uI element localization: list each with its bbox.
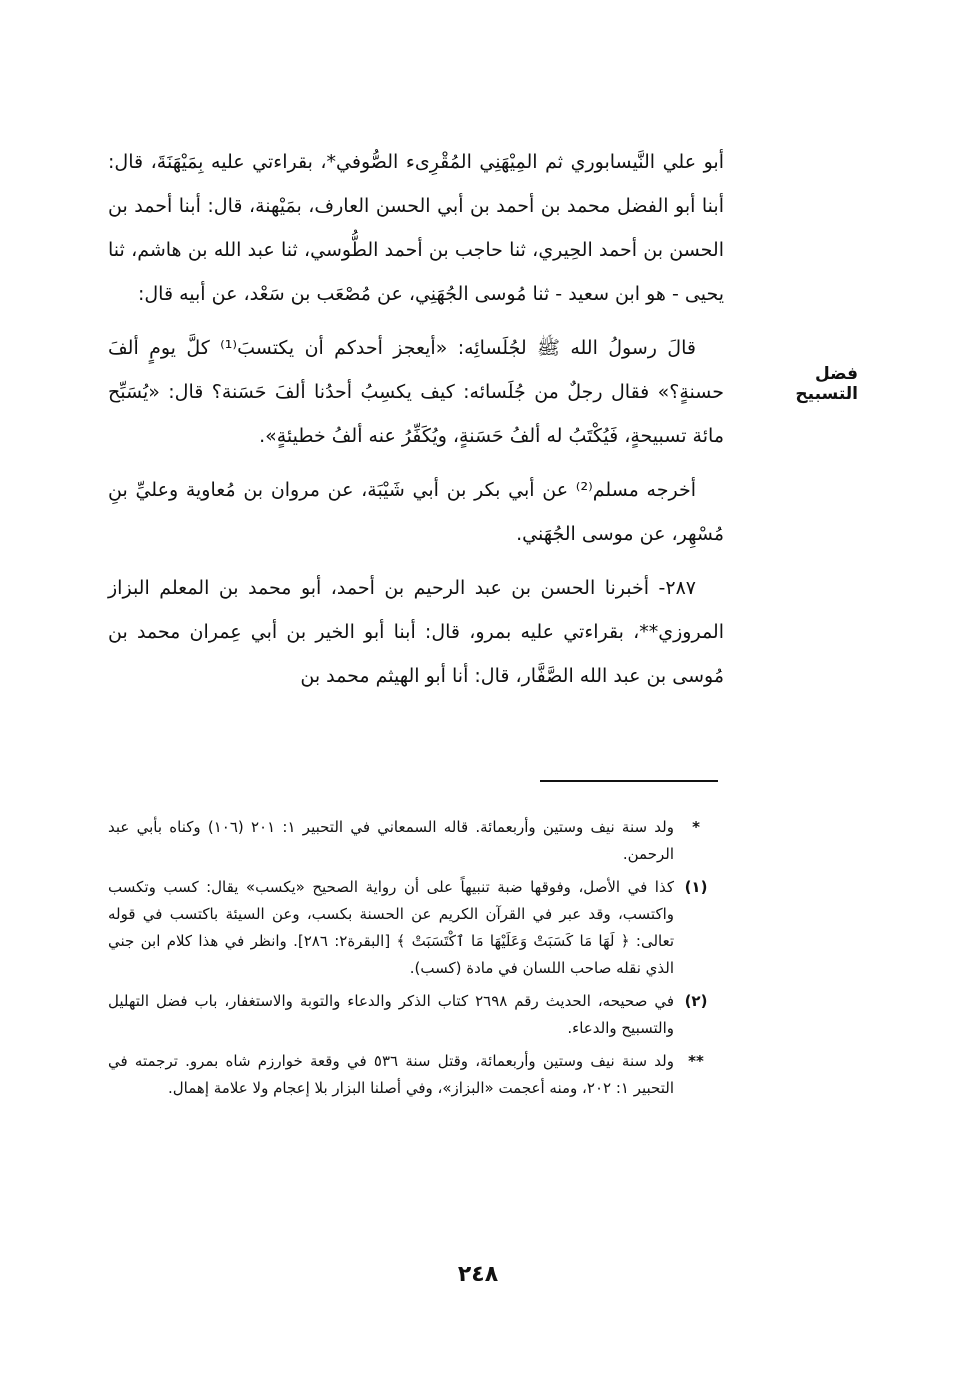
paragraph-hadith: قالَ رسولُ الله ﷺ لجُلَسائِه: «أيعجز أحدكم أن يكتسبَ⁽¹⁾ كلَّ يومٍ ألفَ حسنةٍ؟» فقال رجلٌ من جُلَسائه: كيف يكسِبُ أحدُنا ألفَ حَسَنة؟ قال: «يُسَبِّح مائة تسبيحةٍ، فَيُكْتَبُ له ألفُ حَسَنةٍ، ويُكَفِّرُ عنه ألفُ خطيئةٍ». <box>108 337 724 447</box>
footnote-text: ولد سنة نيف وستين وأربعمائة. قاله السمعاني في التحبير ١: ٢٠١ (١٠٦) وكناه بأبي عبد الرحمن. <box>108 818 674 863</box>
paragraph-takhrij: أخرجه مسلم⁽²⁾ عن أبي بكر بن أبي شَيْبَة، عن مروان بن مُعاوية وعليِّ بنِ مُسْهِر، عن موسى الجُهَني. <box>108 479 724 545</box>
footnote-divider <box>540 780 718 782</box>
footnote-mark: (١) <box>684 878 708 896</box>
footnote-mark: * <box>692 818 700 836</box>
footnote-item <box>108 874 718 982</box>
footnote-item <box>108 988 718 1042</box>
paragraph-chain-of-narration: أبو علي النَّيسابوري ثم المِيْهَنِي المُقْرِىء الصُّوفي*، بقراءتي عليه بِمَيْهَنَةَ، قال: أبنا أبو الفضل محمد بن أحمد بن أبي الحسن العارف، بمَيْهنة، قال: أبنا أحمد بن الحسن بن أحمد الحِيري، ثنا حاجب بن أحمد الطُّوسي، ثنا عبد الله بن هاشم، ثنا يحيى - هو ابن سعيد - ثنا مُوسى الجُهَنِي، عن مُصْعَب بن سَعْد، عن أبيه قال: <box>108 151 724 305</box>
page-number: ٢٤٨ <box>457 1262 499 1287</box>
main-text <box>108 140 724 708</box>
footnote-mark: ** <box>688 1052 704 1070</box>
footnotes <box>108 814 718 1108</box>
margin-note: فضل التسبيح <box>795 364 858 404</box>
footnote-item <box>108 1048 718 1102</box>
footnote-mark: (٢) <box>684 992 708 1010</box>
footnote-text: كذا في الأصل، وفوقها ضبة تنبيهاً على أن رواية الصحيح «يكسب» يقال: كسب وتكسب واكتسب، وقد عبر في القرآن الكريم عن الحسنة بكسب، وعن السيئة باكتسب في قوله تعالى: ﴿ لَهَا مَا كَسَبَتْ وَعَلَيْهَا مَا ٱكْتَسَبَتْ ﴾ [البقرة٢: ٢٨٦]. وانظر في هذا كلام ابن جني الذي نقله صاحب اللسان في مادة (كسب). <box>108 878 674 977</box>
footnote-text: في صحيحه، الحديث رقم ٢٦٩٨ كتاب الذكر والدعاء والتوبة والاستغفار، باب فضل التهليل والتسبيح والدعاء. <box>108 992 674 1037</box>
footnote-item <box>108 814 718 868</box>
paragraph-hadith-287: ٢٨٧- أخبرنا الحسن بن عبد الرحيم بن أحمد، أبو محمد بن المعلم البزاز المروزي**، بقراءتي عليه بمرو، قال: أبنا أبو الخير بن أبي عِمران محمد بن مُوسى بن عبد الله الصَّفَّار، قال: أنا أبو الهيثم محمد بن <box>108 577 724 687</box>
footnote-text: ولد سنة نيف وستين وأربعمائة، وقتل سنة ٥٣٦ في وقعة خوارزم شاه بمرو. ترجمته في التحبير ١: ٢٠٢، ومنه أعجمت «البزاز»، وفي أصلنا البزار بلا إعجام ولا علامة إهمال. <box>108 1052 674 1097</box>
